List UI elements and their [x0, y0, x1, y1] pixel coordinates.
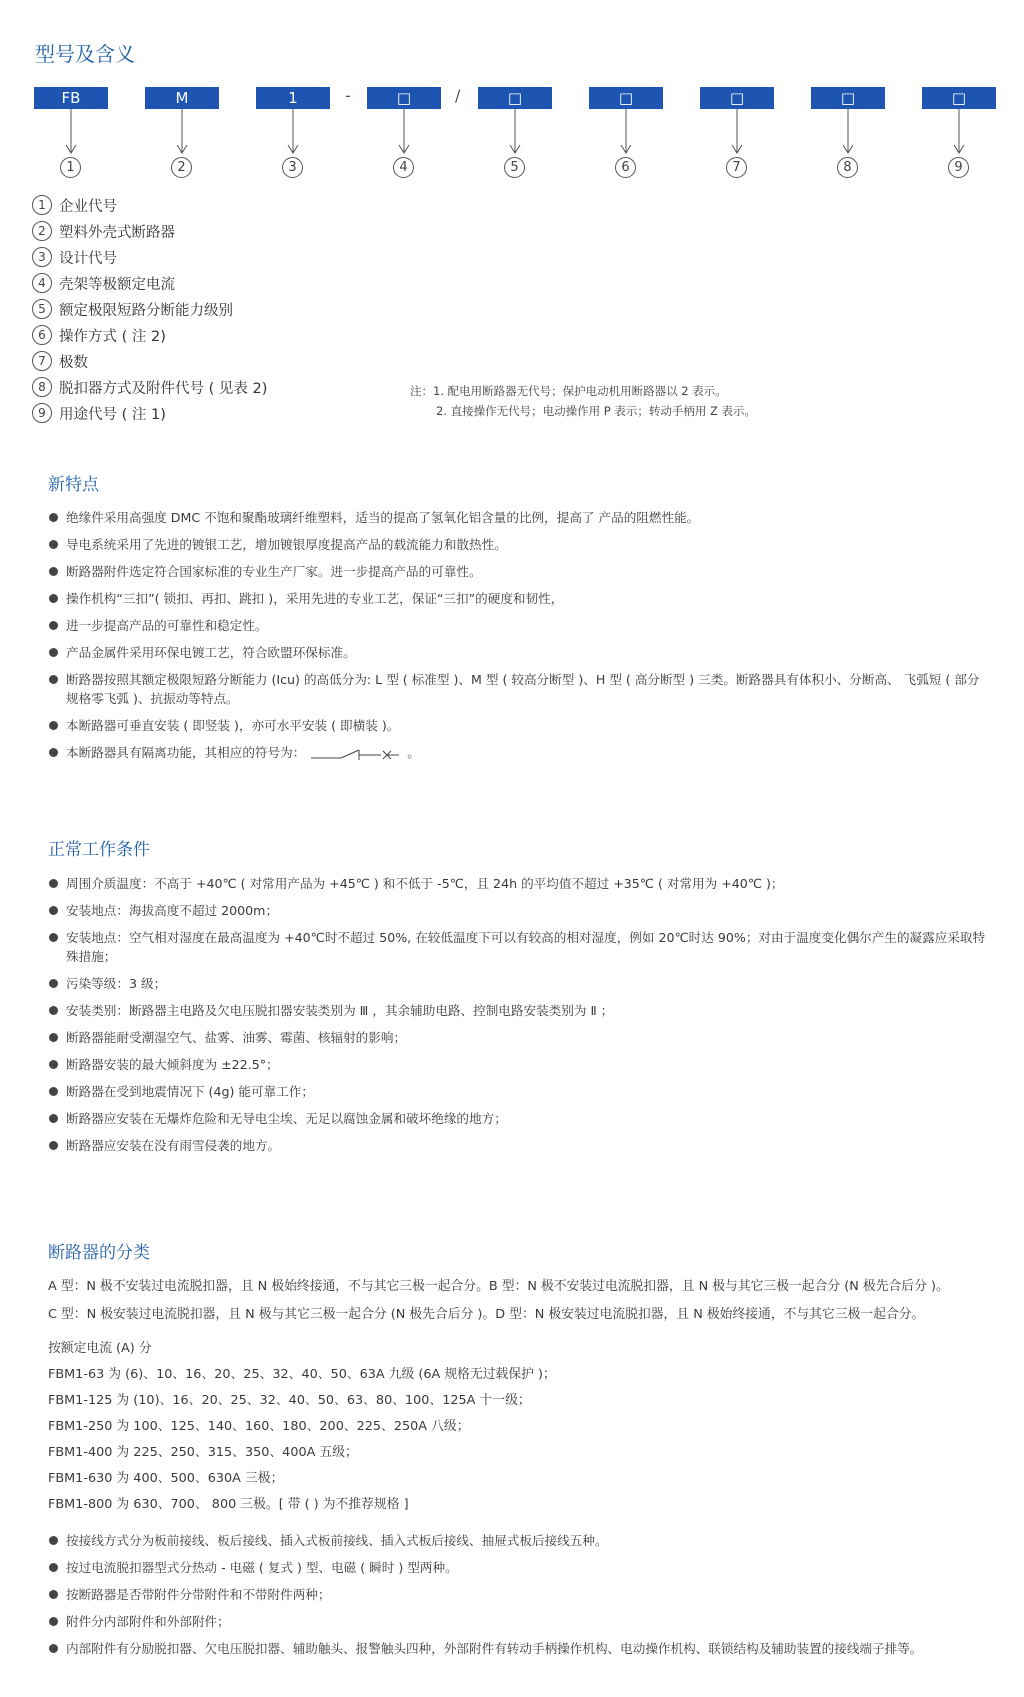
legend-text: 极数 [59, 354, 88, 371]
list-item: 断路器按照其额定极限短路分断能力 (Icu) 的高低分为: L 型 ( 标准型 )、M 型 ( 较高分断型 )、H 型 ( 高分断型 ) 三类。断路器具有体积小、分断高、 飞弧短 ( 部分规格零飞弧 )、抗振动等特点。 [48, 670, 992, 708]
list-item: 产品金属件采用环保电镀工艺，符合欧盟环保标准。 [48, 643, 992, 662]
code-box-6: □ [589, 87, 663, 109]
code-box-3: 1 [256, 87, 330, 109]
current-line: FBM1-630 为 400、500、630A 三极； [48, 1471, 284, 1486]
circle-number: 6 [615, 157, 636, 178]
circle-number: 1 [32, 195, 52, 215]
legend-text: 用途代号 ( 注 1) [59, 406, 166, 423]
list-item: 进一步提高产品的可靠性和稳定性。 [48, 616, 992, 635]
list-item-isolation [48, 743, 992, 762]
classification-list [48, 1531, 992, 1658]
current-line: FBM1-400 为 225、250、315、350、400A 五级； [48, 1445, 358, 1460]
circle-number: 2 [171, 157, 192, 178]
circle-number: 2 [32, 221, 52, 241]
code-box-4: □ [367, 87, 441, 109]
down-arrow-icon [398, 109, 410, 154]
section-title-model: 型号及含义 [35, 42, 135, 66]
features-list [48, 508, 992, 762]
list-item: 周围介质温度：不高于 +40℃ ( 对常用产品为 +45℃ ) 和不低于 -5℃，且 24h 的平均值不超过 +35℃ ( 对常用为 +40℃ )； [48, 874, 992, 893]
list-item: 安装地点：海拔高度不超过 2000m； [48, 901, 992, 920]
current-line: FBM1-800 为 630、700、 800 三极。[ 带 ( ) 为不推荐规格 ] [48, 1497, 409, 1512]
legend-text: 额定极限短路分断能力级别 [59, 302, 233, 319]
list-item: 断路器能耐受潮湿空气、盐雾、油雾、霉菌、核辐射的影响； [48, 1028, 992, 1047]
section-title-conditions: 正常工作条件 [48, 840, 150, 860]
circle-number: 5 [504, 157, 525, 178]
current-line: FBM1-63 为 (6)、10、16、20、25、32、40、50、63A 九级 (6A 规格无过载保护 )； [48, 1367, 556, 1382]
type-line: C 型：N 极安装过电流脱扣器，且 N 极与其它三极一起合分 (N 极先合后分 )。D 型：N 极安装过电流脱扣器，且 N 极始终接通，不与其它三极一起合分。 [48, 1307, 925, 1322]
down-arrow-icon [176, 109, 188, 154]
legend-text: 操作方式 ( 注 2) [59, 328, 166, 345]
list-item: 按过电流脱扣器型式分热动 - 电磁 ( 复式 ) 型、电磁 ( 瞬时 ) 型两种。 [48, 1558, 992, 1577]
list-item: 污染等级：3 级； [48, 974, 992, 993]
list-item: 本断路器可垂直安装 ( 即竖装 )，亦可水平安装 ( 即横装 )。 [48, 716, 992, 735]
code-box-2: M [145, 87, 219, 109]
code-box-1: FB [34, 87, 108, 109]
code-separator-dash: - [345, 86, 351, 105]
circle-number: 4 [393, 157, 414, 178]
down-arrow-icon [65, 109, 77, 154]
list-item: 按接线方式分为板前接线、板后接线、插入式板前接线、插入式板后接线、抽屉式板后接线五种。 [48, 1531, 992, 1550]
list-item: 断路器在受到地震情况下 (4g) 能可靠工作； [48, 1082, 992, 1101]
legend-item [32, 374, 267, 400]
circle-number: 3 [32, 247, 52, 267]
legend-text: 塑料外壳式断路器 [59, 224, 175, 241]
legend-item [32, 218, 267, 244]
current-line: 按额定电流 (A) 分 [48, 1341, 152, 1356]
list-item: 按断路器是否带附件分带附件和不带附件两种； [48, 1585, 992, 1604]
legend-text: 壳架等极额定电流 [59, 276, 175, 293]
model-legend [32, 192, 267, 426]
circle-number: 5 [32, 299, 52, 319]
model-notes [410, 381, 756, 421]
isolation-switch-icon [311, 747, 401, 761]
down-arrow-icon [287, 109, 299, 154]
down-arrow-icon [842, 109, 854, 154]
circle-number: 8 [32, 377, 52, 397]
legend-text: 脱扣器方式及附件代号 ( 见表 2) [59, 380, 268, 397]
circle-number: 7 [32, 351, 52, 371]
legend-item [32, 322, 267, 348]
code-box-7: □ [700, 87, 774, 109]
list-item: 断路器附件选定符合国家标准的专业生产厂家。进一步提高产品的可靠性。 [48, 562, 992, 581]
list-item: 断路器应安装在无爆炸危险和无导电尘埃、无足以腐蚀金属和破坏绝缘的地方； [48, 1109, 992, 1128]
isolation-text: 本断路器具有隔离功能，其相应的符号为： [66, 745, 306, 760]
circle-number: 3 [282, 157, 303, 178]
list-item: 安装类别：断路器主电路及欠电压脱扣器安装类别为 Ⅲ ，其余辅助电路、控制电路安装类别为 Ⅱ ； [48, 1001, 992, 1020]
list-item: 安装地点：空气相对湿度在最高温度为 +40℃时不超过 50%, 在较低温度下可以有较高的相对湿度，例如 20℃时达 90%；对由于温度变化偶尔产生的凝露应采取特殊措施； [48, 928, 992, 966]
legend-item [32, 192, 267, 218]
legend-item [32, 244, 267, 270]
code-box-9: □ [922, 87, 996, 109]
conditions-list [48, 874, 992, 1155]
circle-number: 6 [32, 325, 52, 345]
code-box-5: □ [478, 87, 552, 109]
note-line: 2. 直接操作无代号；电动操作用 P 表示；转动手柄用 Z 表示。 [436, 404, 757, 418]
circle-number: 1 [60, 157, 81, 178]
current-line: FBM1-250 为 100、125、140、160、180、200、225、250A 八级； [48, 1419, 470, 1434]
isolation-end: 。 [407, 745, 420, 760]
type-lines [48, 1277, 1008, 1325]
list-item: 导电系统采用了先进的镀银工艺，增加镀银厚度提高产品的载流能力和散热性。 [48, 535, 992, 554]
code-box-8: □ [811, 87, 885, 109]
circle-number: 4 [32, 273, 52, 293]
section-title-classification: 断路器的分类 [48, 1243, 150, 1263]
circle-number: 9 [948, 157, 969, 178]
circle-number: 7 [726, 157, 747, 178]
legend-item [32, 348, 267, 374]
down-arrow-icon [953, 109, 965, 154]
type-line: A 型：N 极不安装过电流脱扣器，且 N 极始终接通，不与其它三极一起合分。B 型：N 极不安装过电流脱扣器，且 N 极与其它三极一起合分 (N 极先合后分 )。 [48, 1279, 949, 1294]
legend-text: 设计代号 [59, 250, 117, 267]
list-item: 操作机构“三扣”( 锁扣、再扣、跳扣 )，采用先进的专业工艺，保证“三扣”的硬度和韧性， [48, 589, 992, 608]
note-line: 注：1. 配电用断路器无代号；保护电动机用断路器以 2 表示。 [410, 384, 727, 398]
down-arrow-icon [509, 109, 521, 154]
list-item: 内部附件有分励脱扣器、欠电压脱扣器、辅助触头、报警触头四种，外部附件有转动手柄操作机构、电动操作机构、联锁结构及辅助装置的接线端子排等。 [48, 1639, 992, 1658]
legend-item [32, 400, 267, 426]
legend-item [32, 296, 267, 322]
current-rating-lines [48, 1339, 1008, 1515]
circle-number: 9 [32, 403, 52, 423]
list-item: 绝缘件采用高强度 DMC 不饱和聚酯玻璃纤维塑料，适当的提高了氢氧化铝含量的比例，提高了 产品的阻燃性能。 [48, 508, 992, 527]
list-item: 附件分内部附件和外部附件； [48, 1612, 992, 1631]
code-separator-slash: / [455, 86, 461, 105]
list-item: 断路器应安装在没有雨雪侵袭的地方。 [48, 1136, 992, 1155]
section-title-features: 新特点 [48, 475, 99, 495]
current-line: FBM1-125 为 (10)、16、20、25、32、40、50、63、80、100、125A 十一级； [48, 1393, 531, 1408]
legend-text: 企业代号 [59, 198, 117, 215]
legend-item [32, 270, 267, 296]
down-arrow-icon [620, 109, 632, 154]
circle-number: 8 [837, 157, 858, 178]
list-item: 断路器安装的最大倾斜度为 ±22.5°； [48, 1055, 992, 1074]
down-arrow-icon [731, 109, 743, 154]
